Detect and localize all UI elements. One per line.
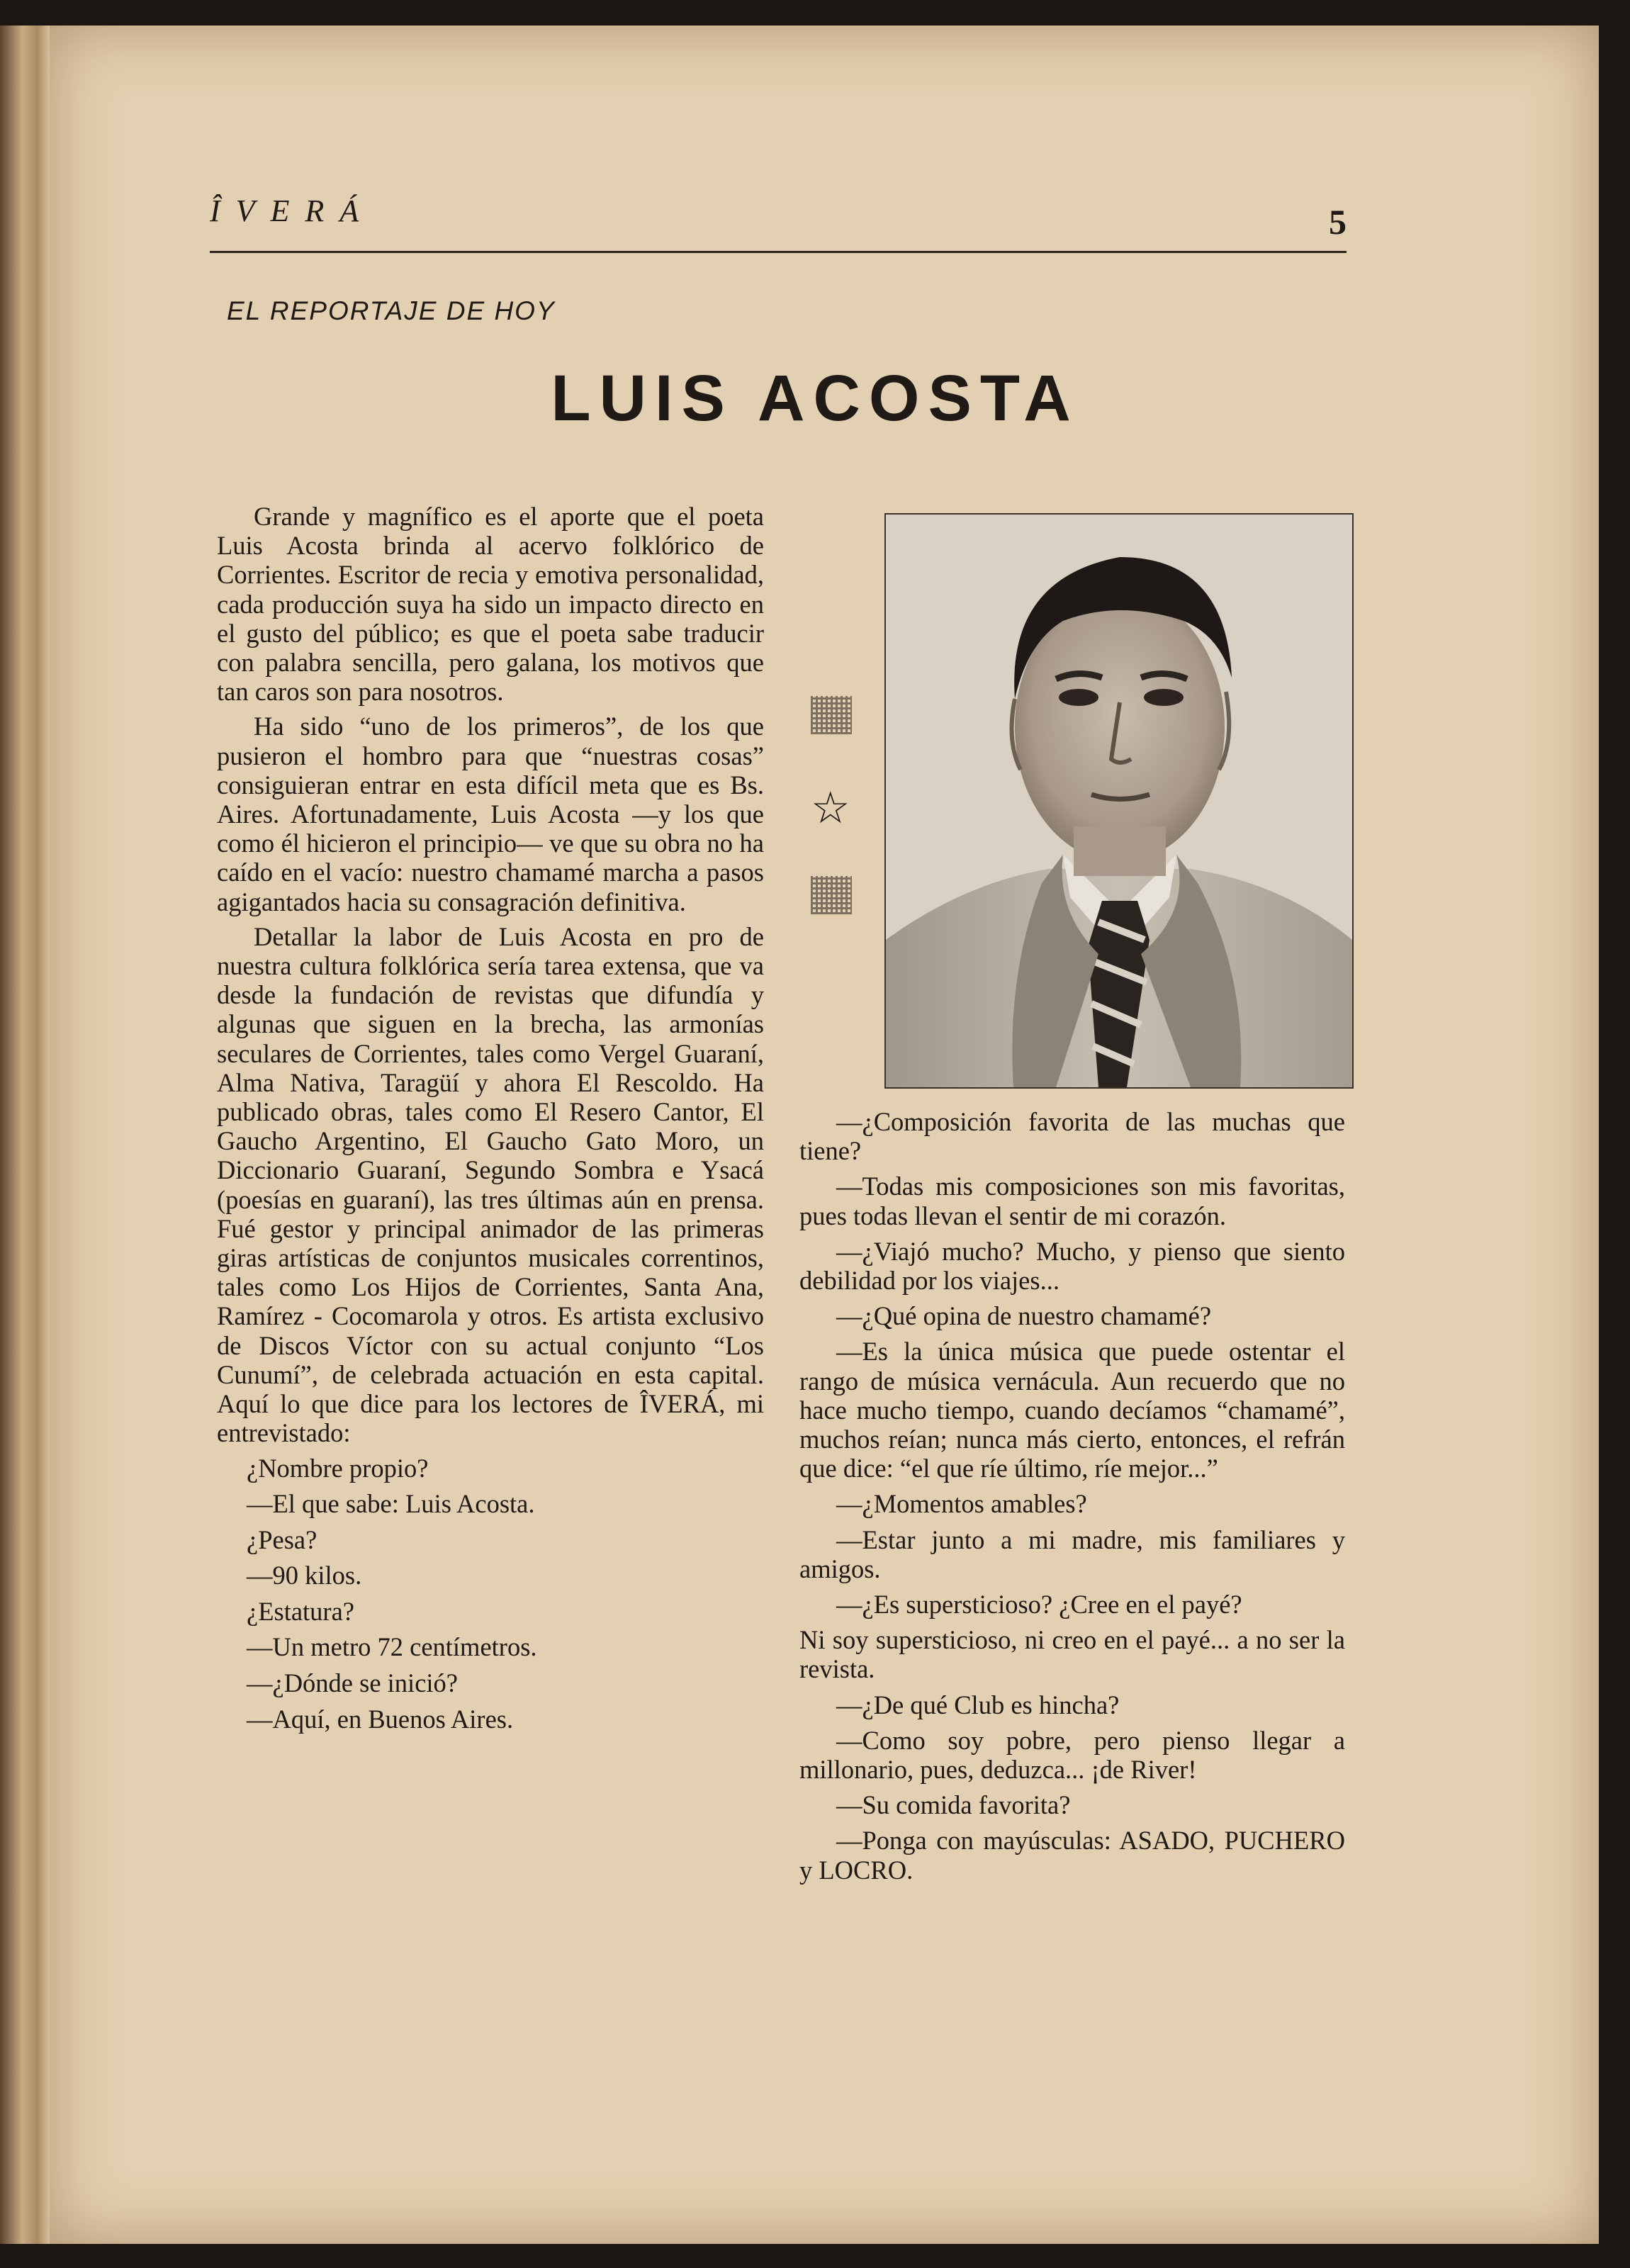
- qa-line: ¿Nombre propio?: [247, 1453, 429, 1483]
- qa-line: ¿Pesa?: [247, 1525, 317, 1554]
- qa-line: —¿Dónde se inició?: [247, 1668, 458, 1698]
- intro-paragraph: Grande y magnífico es el aporte que el poeta Luis Acosta brinda al acervo folklórico de Corrientes. Escritor de recia y emotiva personalidad, cada producción suya ha sido un impacto directo en el gusto del público; es que el poeta sabe traducir con palabra sencilla, pero galana, los motivos que tan caros son para nosotros.: [217, 502, 764, 707]
- left-column: [217, 502, 764, 1740]
- qa-line: —Ponga con mayúsculas: ASADO, PUCHERO y LOCRO.: [799, 1826, 1345, 1885]
- section-kicker: EL REPORTAJE DE HOY: [227, 296, 556, 325]
- page-header: [210, 187, 1347, 253]
- qa-line: —¿De qué Club es hincha?: [836, 1690, 1120, 1719]
- portrait-illustration: [886, 515, 1352, 1087]
- qa-line: —Aquí, en Buenos Aires.: [247, 1704, 514, 1734]
- qa-line: —¿Composición favorita de las muchas que tiene?: [799, 1107, 1345, 1166]
- intro-paragraph: Ha sido “uno de los primeros”, de los que pusieron el hombro para que “nuestras cosas” consiguieran entrar en esta difícil meta que es Bs. Aires. Afortunadamente, Luis Acosta —y los que como él hicieron el principio— ve que su obra no ha caído en el vacío: nuestro chamamé marcha a pasos agigantados hacia su consagración definitiva.: [217, 712, 764, 916]
- qa-left: [217, 1454, 764, 1734]
- qa-line: —90 kilos.: [247, 1561, 362, 1590]
- qa-line: ¿Estatura?: [247, 1596, 354, 1626]
- qa-line: —¿Viajó mucho? Mucho, y pienso que siento debilidad por los viajes...: [799, 1236, 1345, 1296]
- qa-line: —¿Qué opina de nuestro chamamé?: [836, 1301, 1212, 1331]
- qa-line: —Como soy pobre, pero pienso llegar a millonario, pues, deduzca... ¡de River!: [799, 1725, 1345, 1785]
- qa-line: —¿Momentos amables?: [836, 1489, 1087, 1519]
- article-headline: LUIS ACOSTA: [551, 362, 1079, 434]
- qa-line: Ni soy supersticioso, ni creo en el payé... a no ser la revista.: [799, 1625, 1345, 1684]
- page-number: 5: [1329, 202, 1347, 242]
- halftone-ornament: [811, 876, 852, 914]
- qa-line: —Es la única música que puede ostentar el rango de música vernácula. Aun recuerdo que no hace mucho tiempo, cuando decíamos “chamamé”, muchos reían; nunca más cierto, entonces, el refrán que dice: “el que ríe último, ríe mejor...”: [799, 1337, 1345, 1483]
- qa-line: —¿Es supersticioso? ¿Cree en el payé?: [836, 1590, 1242, 1619]
- star-ornament: ☆: [811, 785, 850, 833]
- qa-line: —Estar junto a mi madre, mis familiares y amigos.: [799, 1525, 1345, 1583]
- qa-line: —El que sabe: Luis Acosta.: [247, 1489, 535, 1519]
- qa-line: —Un metro 72 centímetros.: [247, 1632, 537, 1662]
- portrait-photo: [884, 513, 1354, 1089]
- book-spine: [0, 26, 50, 2244]
- halftone-ornament: [811, 696, 852, 734]
- qa-line: —Todas mis composiciones son mis favoritas, pues todas llevan el sentir de mi corazón.: [799, 1172, 1345, 1230]
- running-title: ÎVERÁ: [210, 193, 375, 228]
- intro-paragraph: Detallar la labor de Luis Acosta en pro de nuestra cultura folklórica sería tarea extensa, que va desde la fundación de revistas que difundía y algunas que siguen en la brecha, las armonías seculares de Corrientes, tales como Vergel Guaraní, Alma Nativa, Taragüí y ahora El Rescoldo. Ha publicado obras, tales como El Resero Cantor, El Gaucho Argentino, El Gaucho Gato Moro, un Diccionario Guaraní, Segundo Sombra e Ysacá (poesías en guaraní), las tres últimas aún en prensa. Fué gestor y principal animador de las primeras giras artísticas de conjuntos musicales correntinos, tales como Los Hijos de Corrientes, Santa Ana, Ramírez - Cocomarola y otros. Es artista exclusivo de Discos Víctor con su actual conjunto “Los Cunumí”, de celebrada actuación en esta capital. Aquí lo que dice para los lectores de ÎVERÁ, mi entrevistado:: [217, 921, 764, 1448]
- qa-line: —Su comida favorita?: [836, 1790, 1071, 1820]
- right-column: [799, 1107, 1345, 1891]
